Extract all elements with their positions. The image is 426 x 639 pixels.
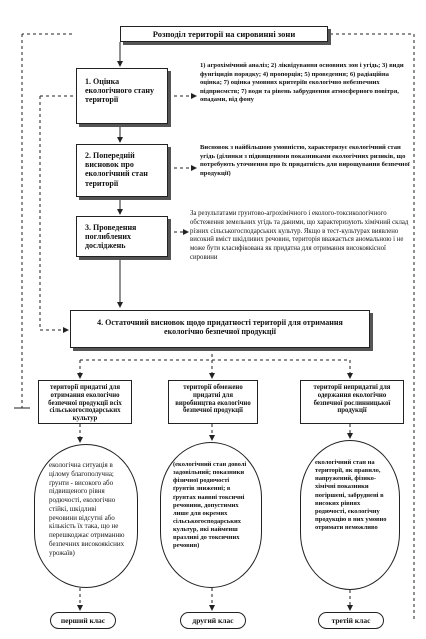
zone-3-box: території непридатні для одержання екологічно безпечної рослинницької продукції — [300, 380, 404, 424]
step-4-box — [70, 310, 370, 348]
step-3-note: За результатами грунтово-агрохімічного і еколого-токсикологічного обстеження земельних угідь та даними, що характеризують хімічний склад різних сільськогосподарських культур. Якщо в тест-культурах виявлено високий вміст шкідливих речовин, територія вважається аномальною і не може бути класифікована як придатна для отримання високоякісної сировини — [190, 210, 409, 262]
zone-1-detail: екологічна ситуація в цілому благополучна; ґрунти - високого або підвищеного рівня родючості, екологічно стійкі, шкідливі речовини відсутні або кількість їх така, що не перешкоджає отриманню безпечних високоякісних урожаїв) — [34, 444, 138, 588]
step-4-label: 4. Остаточний висновок щодо придатності території для отримання екологічно безпечної продукції — [97, 318, 343, 337]
step-2-box — [76, 144, 168, 197]
step-3-box — [76, 216, 168, 257]
step-3-label: 3. Проведення поглиблених досліджень — [85, 223, 137, 251]
step-2-label: 2. Попередній висновок про екологічний стан території — [85, 151, 148, 188]
step-2-note: Висновок з найбільшою умовністю, характеризує екологічний стан угідь (ділянки з підвищеними показниками екологічних ризиків, що потребують уточнення про їх придатність для вирощування безпечної продукції) — [200, 144, 410, 177]
zone-2-box: території обмежено придатні для виробництва екологічно безпечної продукції — [168, 380, 258, 424]
class-1-label: перший клас — [50, 612, 116, 629]
step-1-label: 1. Оцінка екологічного стану території — [85, 77, 155, 105]
zone-1-box: території придатні для отримання екологічно безпечної продукції всіх сільськогосподарських культур — [38, 380, 132, 424]
diagram-title — [120, 26, 328, 42]
step-1-box — [76, 68, 168, 124]
diagram-title-text: Розподіл території на сировинні зони — [152, 29, 296, 39]
zone-3-detail: екологічний стан на території, як правило, напружений, фізико-хімічні показники погіршені, забруднені в високих рівнях родючості, екологічну продукцію в них умовно отримати неможливо — [300, 440, 400, 590]
zone-2-detail: (екологічний стан доволі задовільний; показники фізичної родючості ґрунтів зниженні; в ґрунтах наявні токсичні речовини, допустимих лише для окремих сільськогосподарських культур, які найменш вразливі до токсичних речовин) — [160, 442, 262, 588]
class-2-label: другий клас — [180, 612, 246, 629]
step-1-note: 1) агрохімічний аналіз; 2) ліквідування основних зон і угідь; 3) види фунгіцидів порядку; 4) пропорція; 5) проведення; 6) радіаційна оцінка; 7) оцінка умовних критеріїв екологічно небезпечних підприємств; 7) води та рівень забруднення атмосферного повітря, опадами, від фону — [200, 62, 404, 104]
class-3-label: третій клас — [318, 612, 384, 629]
